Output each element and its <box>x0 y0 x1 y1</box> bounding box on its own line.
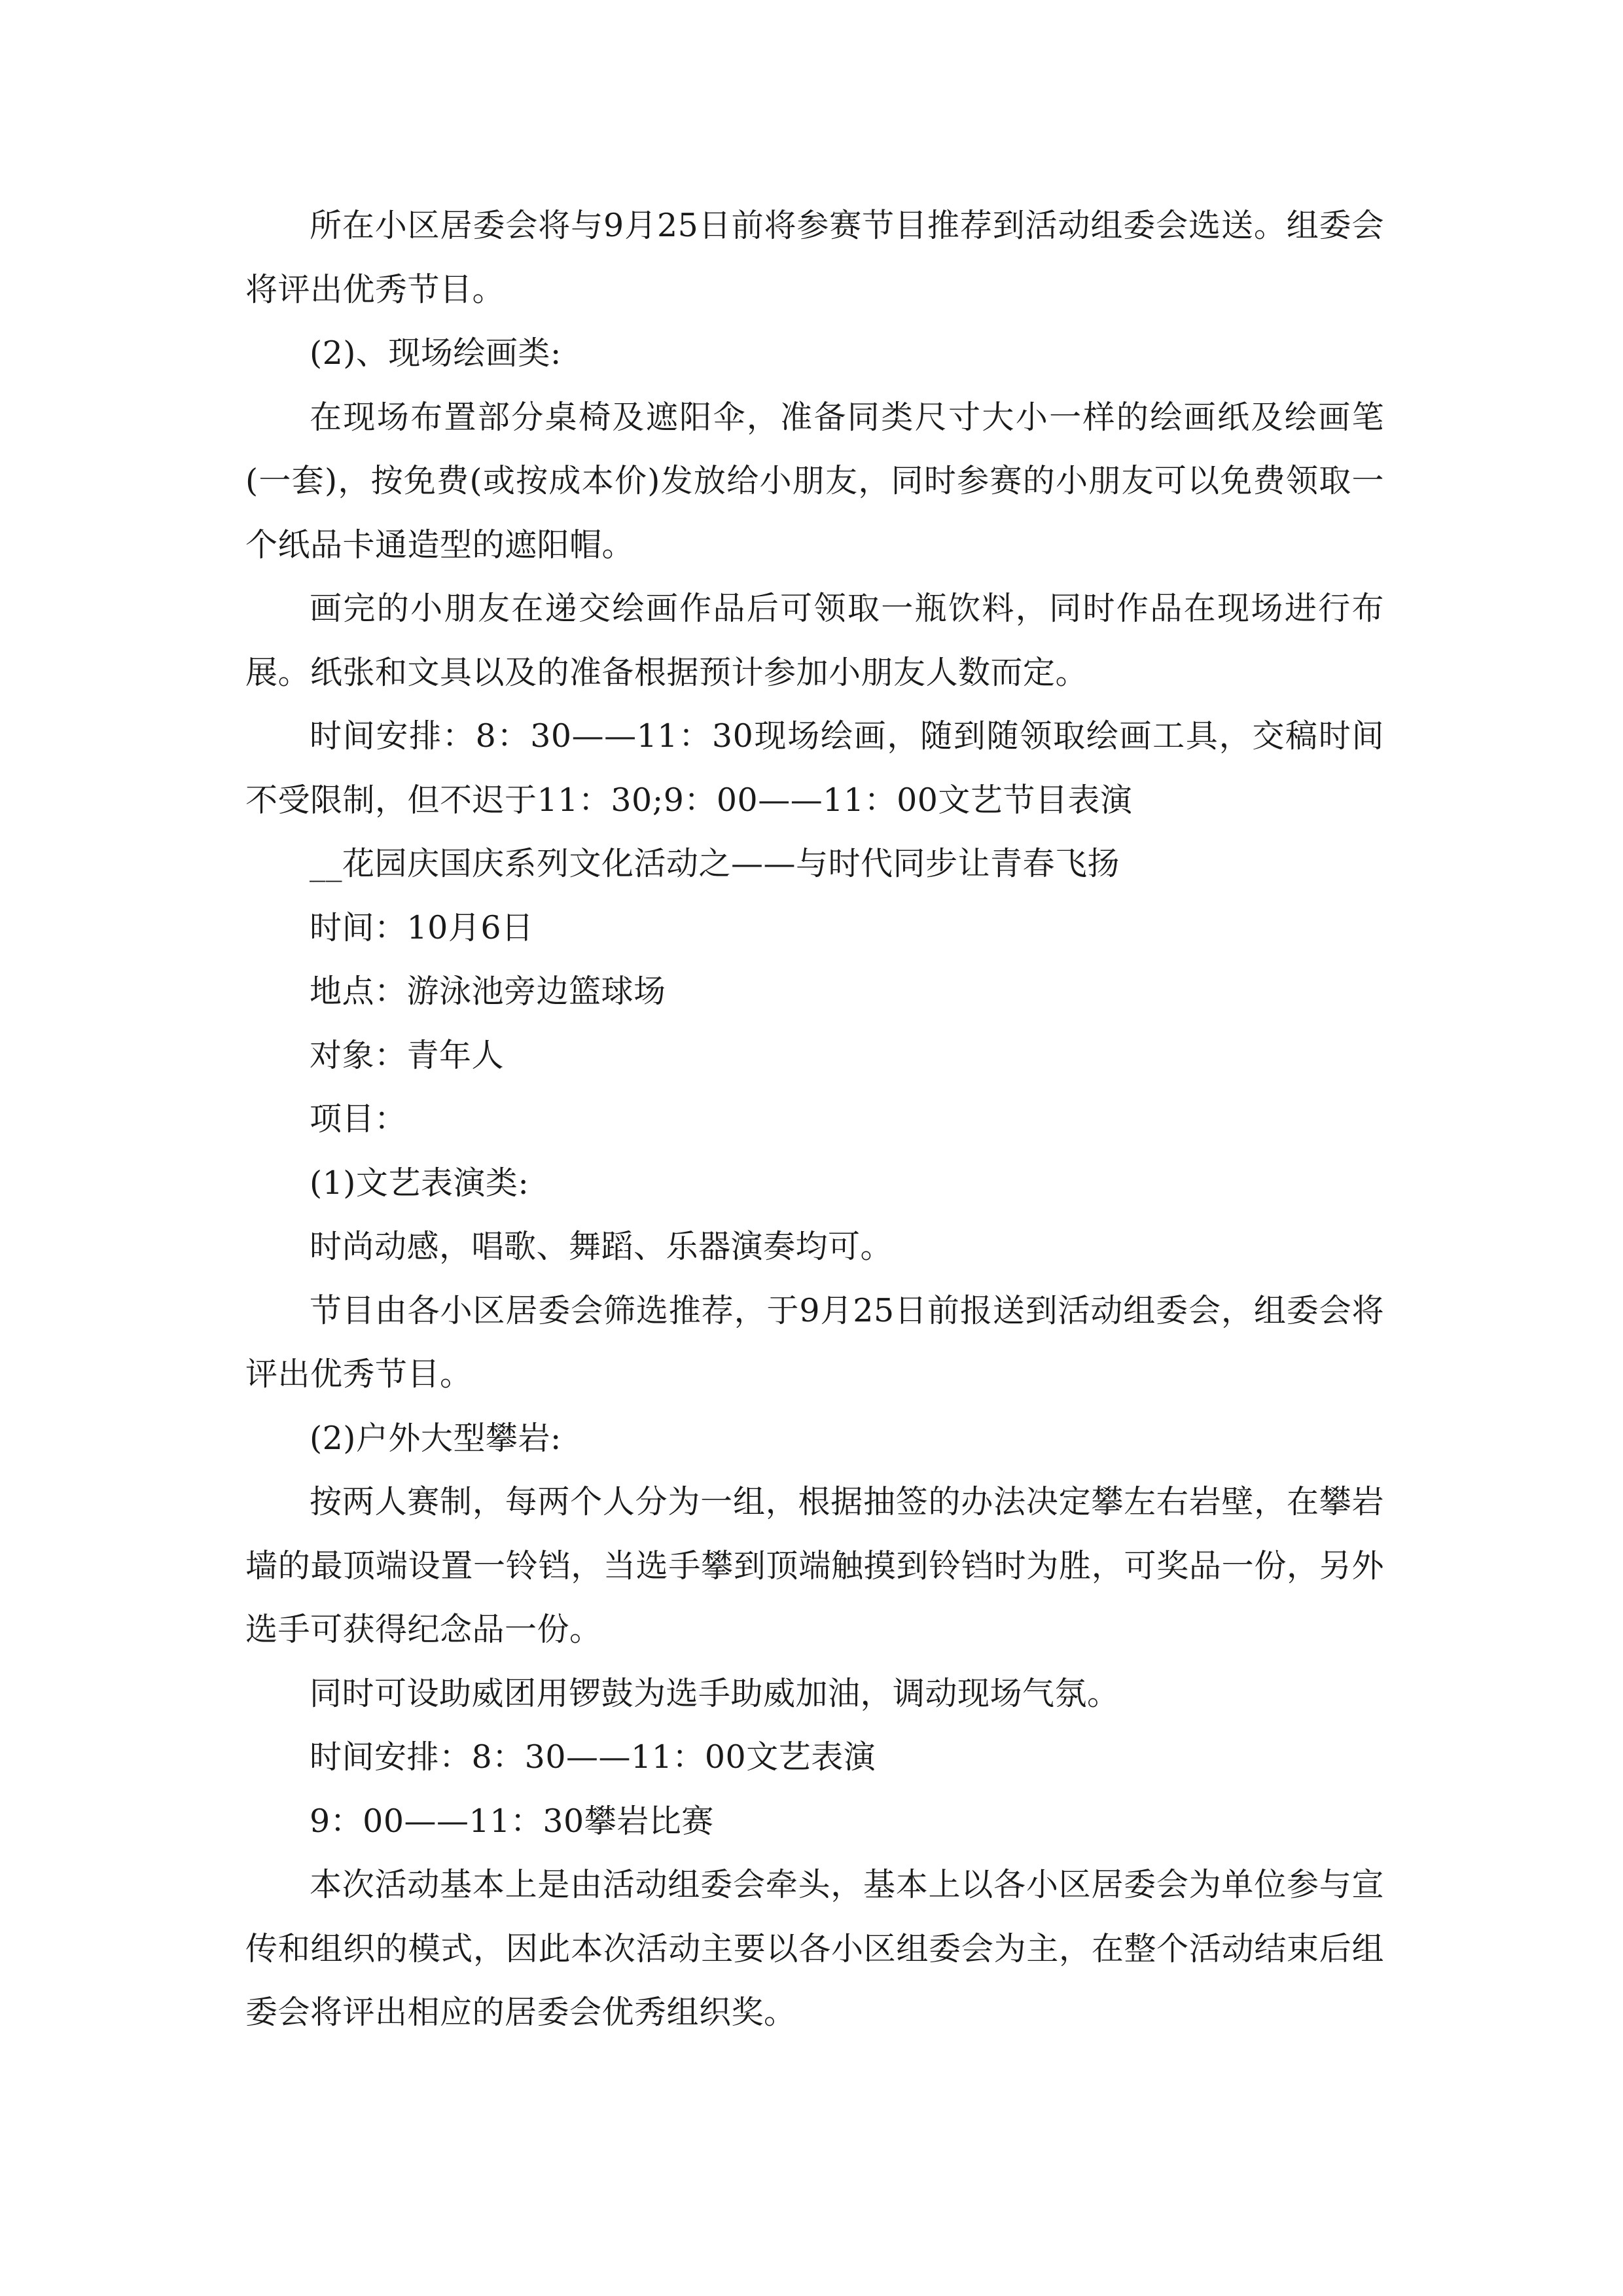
document-body <box>245 194 1384 2045</box>
section-heading: __花园庆国庆系列文化活动之——与时代同步让青春飞扬 <box>310 845 1120 882</box>
paragraph: 项目： <box>310 1100 407 1138</box>
paragraph: 地点：游泳池旁边篮球场 <box>310 973 666 1010</box>
paragraph: 时间：10月6日 <box>310 908 534 946</box>
paragraph: (2)、现场绘画类: <box>310 334 562 372</box>
paragraph: 本次活动基本上是由活动组委会牵头，基本上以各小区居委会为单位参与宣传和组织的模式，因此本次活动主要以各小区组委会为主，在整个活动结束后组委会将评出相应的居委会优秀组织奖。 <box>245 1866 1384 2031</box>
paragraph: 时尚动感，唱歌、舞蹈、乐器演奏均可。 <box>310 1228 893 1265</box>
paragraph: 时间安排：8：30——11：00文艺表演 <box>310 1738 876 1776</box>
paragraph: 时间安排：8：30——11：30现场绘画，随到随领取绘画工具，交稿时间不受限制，但不迟于11：30;9：00——11：00文艺节目表演 <box>245 717 1384 819</box>
paragraph: 所在小区居委会将与9月25日前将参赛节目推荐到活动组委会选送。组委会将评出优秀节目。 <box>245 207 1384 308</box>
paragraph: 节目由各小区居委会筛选推荐，于9月25日前报送到活动组委会，组委会将评出优秀节目。 <box>245 1291 1384 1393</box>
paragraph: 在现场布置部分桌椅及遮阳伞，准备同类尺寸大小一样的绘画纸及绘画笔(一套)，按免费(或按成本价)发放给小朋友，同时参赛的小朋友可以免费领取一个纸品卡通造型的遮阳帽。 <box>245 398 1384 564</box>
paragraph: 9：00——11：30攀岩比赛 <box>310 1802 714 1840</box>
paragraph: (1)文艺表演类: <box>310 1164 529 1202</box>
paragraph: (2)户外大型攀岩: <box>310 1419 562 1457</box>
paragraph: 同时可设助威团用锣鼓为选手助威加油，调动现场气氛。 <box>310 1674 1120 1712</box>
paragraph: 对象：青年人 <box>310 1036 505 1074</box>
paragraph: 按两人赛制，每两个人分为一组，根据抽签的办法决定攀左右岩壁，在攀岩墙的最顶端设置一铃铛，当选手攀到顶端触摸到铃铛时为胜，可奖品一份，另外选手可获得纪念品一份。 <box>245 1483 1384 1648</box>
paragraph: 画完的小朋友在递交绘画作品后可领取一瓶饮料，同时作品在现场进行布展。纸张和文具以及的准备根据预计参加小朋友人数而定。 <box>245 590 1384 691</box>
